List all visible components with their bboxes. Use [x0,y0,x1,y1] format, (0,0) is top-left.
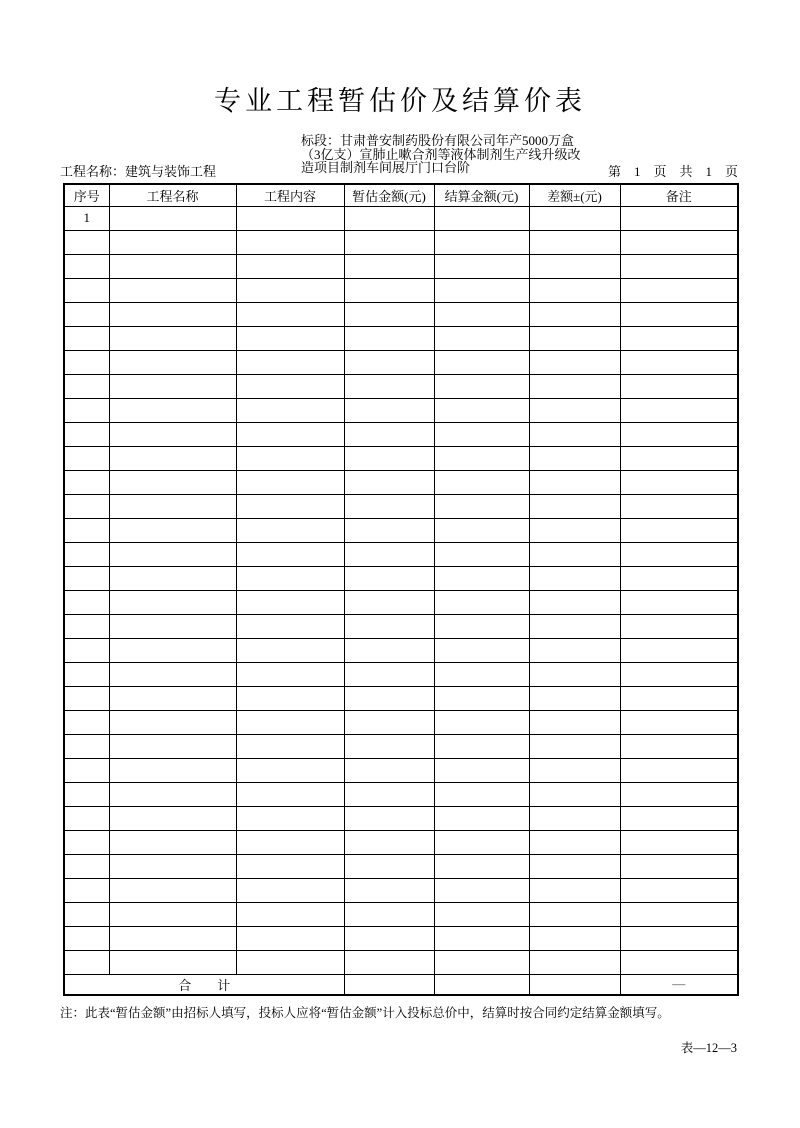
table-cell [434,302,529,326]
table-cell [529,806,620,830]
table-cell [529,566,620,590]
table-cell [434,422,529,446]
table-cell [434,590,529,614]
table-cell [529,518,620,542]
table-row [64,422,738,446]
table-cell [434,878,529,902]
column-header: 暂估金额(元) [344,184,434,206]
table-cell [344,662,434,686]
table-cell [109,542,236,566]
table-cell [434,518,529,542]
table-cell [109,254,236,278]
table-cell [620,734,738,758]
table-cell [344,614,434,638]
table-row [64,446,738,470]
table-cell [344,470,434,494]
table-cell [236,470,344,494]
table-row [64,494,738,518]
provisional-price-table [63,183,739,996]
table-cell [620,830,738,854]
table-cell [529,542,620,566]
table-cell [344,326,434,350]
table-cell [529,902,620,926]
table-cell [344,758,434,782]
table-cell [620,710,738,734]
table-row [64,518,738,542]
table-cell [344,422,434,446]
table-cell [109,854,236,878]
table-cell [620,686,738,710]
table-cell [344,638,434,662]
table-cell [109,398,236,422]
table-cell [344,566,434,590]
table-cell [64,542,109,566]
table-cell [620,950,738,974]
table-cell [529,710,620,734]
table-cell [64,950,109,974]
table-cell [620,614,738,638]
table-cell [620,518,738,542]
table-cell [620,446,738,470]
table-row [64,830,738,854]
table-cell [64,518,109,542]
table-cell [529,470,620,494]
table-body [64,206,738,974]
table-cell [236,758,344,782]
table-cell [344,374,434,398]
table-cell [109,926,236,950]
table-cell [64,326,109,350]
table-cell [434,470,529,494]
table-cell [236,902,344,926]
table-row [64,806,738,830]
table-cell [109,614,236,638]
table-cell [529,398,620,422]
table-cell [236,854,344,878]
table-cell [109,830,236,854]
table-cell [434,662,529,686]
table-cell [64,278,109,302]
table-cell [344,686,434,710]
table-cell [109,206,236,230]
table-cell [64,470,109,494]
table-cell [344,206,434,230]
table-cell [109,878,236,902]
table-cell [529,782,620,806]
total-provisional-amount-cell [344,974,434,995]
section-label-line: 造项目制剂车间展厅门口台阶 [301,160,471,175]
section-label-line: （3亿支）宣肺止嗽合剂等液体制剂生产线升级改 [301,146,581,162]
table-row [64,854,738,878]
table-cell [529,686,620,710]
table-cell [64,494,109,518]
table-cell [236,278,344,302]
table-cell [620,206,738,230]
table-cell [434,446,529,470]
table-cell [236,398,344,422]
table-cell [64,854,109,878]
total-settlement-amount-cell [434,974,529,995]
column-header: 工程内容 [236,184,344,206]
total-row [64,974,738,995]
table-cell [620,782,738,806]
table-cell [434,710,529,734]
table-cell [236,662,344,686]
table-cell [64,734,109,758]
table-cell [64,302,109,326]
table-cell [434,806,529,830]
table-cell [236,710,344,734]
table-cell [344,446,434,470]
table-cell [64,398,109,422]
table-cell [64,878,109,902]
table-cell [529,350,620,374]
table-cell [64,758,109,782]
table-cell [434,374,529,398]
column-header: 工程名称 [109,184,236,206]
table-cell [529,494,620,518]
table-cell [529,854,620,878]
table-row [64,374,738,398]
table-cell [434,230,529,254]
table-cell [344,350,434,374]
table-row [64,878,738,902]
table-cell [109,230,236,254]
table-cell [236,542,344,566]
form-code: 表—12—3 [680,1041,737,1055]
table-cell [620,374,738,398]
table-cell [344,950,434,974]
table-cell [236,446,344,470]
table-cell [434,950,529,974]
table-cell [529,950,620,974]
table-cell [344,782,434,806]
table-row [64,206,738,230]
table-cell [434,326,529,350]
table-cell [109,350,236,374]
table-row [64,398,738,422]
table-row [64,302,738,326]
table-cell [344,854,434,878]
table-cell [236,638,344,662]
table-cell [236,806,344,830]
table-cell [64,374,109,398]
table-cell [109,566,236,590]
column-header: 差额±(元) [529,184,620,206]
table-cell [109,590,236,614]
table-cell [64,638,109,662]
table-row [64,926,738,950]
table-cell [236,302,344,326]
table-cell [529,446,620,470]
table-cell [344,590,434,614]
table-cell [434,494,529,518]
table-cell [529,590,620,614]
table-cell [620,494,738,518]
table-row [64,782,738,806]
table-cell [344,830,434,854]
table-cell [620,230,738,254]
table-cell [109,446,236,470]
footnote: 注：此表“暂估金额”由招标人填写，投标人应将“暂估金额”计入投标总价中，结算时按合同约定结算金额填写。 [60,1006,670,1020]
table-cell [64,350,109,374]
table-row [64,350,738,374]
total-label-cell: 合 计 [64,974,344,995]
table-cell [236,254,344,278]
table-header [64,184,738,206]
table-row [64,710,738,734]
table-cell [236,494,344,518]
table-cell [109,278,236,302]
table-cell [620,278,738,302]
table-cell [64,830,109,854]
table-cell [236,518,344,542]
project-name-label: 工程名称：建筑与装饰工程 [60,164,217,179]
table-cell: 1 [64,206,109,230]
table-cell [236,590,344,614]
table-cell [64,446,109,470]
column-header: 结算金额(元) [434,184,529,206]
table-cell [109,758,236,782]
table-cell [236,926,344,950]
table-row [64,638,738,662]
table-cell [344,278,434,302]
table-cell [529,326,620,350]
table-cell [529,830,620,854]
table-cell [434,566,529,590]
table-cell [64,254,109,278]
table-cell [64,926,109,950]
table-cell [620,926,738,950]
table-cell [620,854,738,878]
table-cell [236,422,344,446]
table-cell [529,662,620,686]
table-row [64,470,738,494]
total-difference-cell [529,974,620,995]
table-cell [434,614,529,638]
table-cell [236,614,344,638]
column-header: 备注 [620,184,738,206]
table-cell [109,374,236,398]
table-cell [236,830,344,854]
table-cell [109,734,236,758]
table-row [64,662,738,686]
table-cell [529,758,620,782]
table-row [64,950,738,974]
table-row [64,326,738,350]
table-row [64,758,738,782]
table-cell [529,230,620,254]
table-cell [109,494,236,518]
table-row [64,542,738,566]
table-cell [64,662,109,686]
table-cell [236,230,344,254]
table-cell [236,566,344,590]
table-cell [620,350,738,374]
table-cell [434,758,529,782]
table-cell [344,926,434,950]
table-cell [529,614,620,638]
table-row [64,590,738,614]
table-cell [434,206,529,230]
table-cell [236,686,344,710]
table-cell [236,782,344,806]
table-cell [344,302,434,326]
table-cell [529,734,620,758]
table-cell [64,230,109,254]
table-cell [620,398,738,422]
table-cell [434,734,529,758]
table-cell [236,734,344,758]
table-cell [529,374,620,398]
table-cell [620,662,738,686]
table-cell [109,638,236,662]
table-cell [64,782,109,806]
table-cell [64,686,109,710]
table-cell [620,542,738,566]
table-cell [620,302,738,326]
table-cell [434,638,529,662]
table-cell [529,422,620,446]
table-cell [529,926,620,950]
table-row [64,686,738,710]
table-cell [64,614,109,638]
table-cell [620,902,738,926]
section-label-line: 标段：甘肃普安制药股份有限公司年产5000万盒 [301,133,575,148]
table-row [64,230,738,254]
table-cell [344,254,434,278]
table-cell [236,878,344,902]
table-header-row [64,184,738,206]
table-cell [109,902,236,926]
table-row [64,254,738,278]
table-cell [434,398,529,422]
table-cell [529,278,620,302]
table-cell [109,518,236,542]
table-cell [434,254,529,278]
table-cell [434,686,529,710]
table-cell [620,758,738,782]
table-row [64,566,738,590]
table-cell [109,710,236,734]
table-cell [434,902,529,926]
table-cell [434,542,529,566]
table-cell [109,806,236,830]
table-cell [434,782,529,806]
table-cell [236,350,344,374]
table-cell [620,422,738,446]
table-cell [620,254,738,278]
table-cell [344,518,434,542]
table-cell [344,734,434,758]
table-cell [236,374,344,398]
table-cell [344,494,434,518]
table-cell [344,806,434,830]
table-cell [64,710,109,734]
table-cell [109,302,236,326]
table-row [64,614,738,638]
table-cell [529,206,620,230]
table-cell [529,878,620,902]
table-cell [64,422,109,446]
table-cell [434,278,529,302]
table-cell [344,542,434,566]
table-cell [109,950,236,974]
table-cell [434,350,529,374]
table-cell [109,326,236,350]
table-cell [529,638,620,662]
table-cell [344,398,434,422]
column-header: 序号 [64,184,109,206]
table-cell [620,806,738,830]
table-row [64,734,738,758]
table-cell [64,902,109,926]
table-cell [620,878,738,902]
table-cell [344,902,434,926]
total-remark-cell: — [620,974,738,995]
table-footer [64,974,738,995]
page-indicator: 第 1 页 共 1 页 [607,164,738,179]
table-cell [529,302,620,326]
table-cell [344,878,434,902]
form-title: 专业工程暂估价及结算价表 [214,86,586,116]
table-cell [236,206,344,230]
table-cell [620,566,738,590]
table-cell [434,854,529,878]
table-cell [64,566,109,590]
table-row [64,902,738,926]
table-cell [620,470,738,494]
table-cell [344,710,434,734]
table-cell [236,326,344,350]
table-cell [109,686,236,710]
table-cell [109,662,236,686]
table-cell [434,926,529,950]
table-cell [236,950,344,974]
table-cell [620,326,738,350]
table-cell [620,638,738,662]
table-cell [109,470,236,494]
table-cell [109,422,236,446]
table-cell [109,782,236,806]
table-cell [344,230,434,254]
table-cell [434,830,529,854]
section-label [301,134,581,175]
table-cell [620,590,738,614]
table-row [64,278,738,302]
table-cell [64,806,109,830]
table-cell [529,254,620,278]
table-cell [64,590,109,614]
